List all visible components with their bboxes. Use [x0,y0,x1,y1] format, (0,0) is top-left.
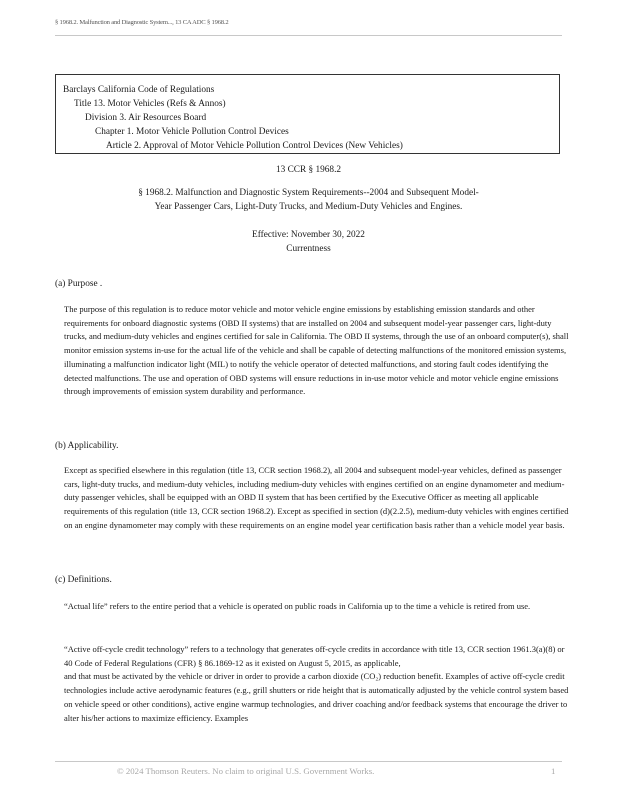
citation: 13 CCR § 1968.2 [275,165,342,175]
footer-divider [55,761,562,762]
title-link[interactable]: Title 13. Motor Vehicles (Refs & Annos) [74,99,226,109]
section-heading-line-1: § 1968.2. Malfunction and Diagnostic System Requirements--2004 and Subsequent Model- [138,188,479,198]
division-link[interactable]: Division 3. Air Resources Board [85,113,207,123]
off-cycle-text-1: “Active off-cycle credit technology” refers to a technology that generates off-cycle credits in accordance with title 13, CCR section 1961.3(a)(8) or 40 Code of Federal Regulations (CFR) § 86.1869-12 as it existed on August 5, 2015, as applicable, [64,644,565,668]
code-name: Barclays California Code of Regulations [63,85,215,95]
applicability-label: (b) Applicability. [55,441,119,451]
off-cycle-text-2: and that must be activated by the vehicle or driver in order to provide a carbon dioxide (CO₂) reduction benefit. Examples of active off-cycle credit technologies include active aerodynamic features (e.g., grill shutters or ride height that is automatically adjusted by the vehicle control system based on vehicle speed or other conditions), active engine warmup technologies, and driver coaching and/or feedback systems that encourage the driver to alter his/her actions to maximize efficiency. Examples [64,671,569,723]
header-divider [55,35,562,36]
off-cycle-definition [64,643,572,725]
actual-life-text: “Actual life” refers to the entire period that a vehicle is operated on public roads in California up to the time a vehicle is retired from use. [64,601,531,611]
page-number: 1 [551,766,556,776]
section-heading-line-2: Year Passenger Cars, Light-Duty Trucks, and Medium-Duty Vehicles and Engines. [154,202,463,212]
article-link[interactable]: Article 2. Approval of Motor Vehicle Pollution Control Devices (New Vehicles) [106,141,403,151]
chapter-link[interactable]: Chapter 1. Motor Vehicle Pollution Control Devices [95,127,289,137]
applicability-text: Except as specified elsewhere in this regulation (title 13, CCR section 1968.2), all 2004 and subsequent model-year vehicles, defined as passenger cars, light-duty trucks, and medium-duty vehicles, including medium-duty vehicles with engines certified on an engine dynamometer and medium-duty passenger vehicles, shall be equipped with an OBD II system that has been certified by the Executive Officer as meeting all applicable requirements of this regulation (title 13, CCR section 1968.2). Except as specified in section (d)(2.2.5), medium-duty vehicles with engines certified on an engine dynamometer may comply with these requirements on an engine model year certification basis rather than a vehicle model year basis. [64,465,569,530]
running-header: § 1968.2. Malfunction and Diagnostic System..., 13 CA ADC § 1968.2 [55,19,229,26]
definitions-label: (c) Definitions. [55,575,112,585]
purpose-text: The purpose of this regulation is to reduce motor vehicle and motor vehicle engine emissions by establishing emission standards and other requirements for onboard diagnostic systems (OBD II systems) that are installed on 2004 and subsequent model-year passenger cars, light-duty trucks, and medium-duty vehicles and engines certified for sale in California. The OBD II systems, through the use of an onboard computer(s), shall monitor emission systems in-use for the actual life of the vehicle and shall be capable of detecting malfunctions of the monitored emission systems, illuminating a malfunction indicator light (MIL) to notify the vehicle operator of detected malfunctions, and storing fault codes identifying the detected malfunctions. The use and operation of OBD systems will ensure reductions in in-use motor vehicle and motor vehicle engine emissions through improvements of emission system durability and performance. [64,304,569,397]
purpose-paragraph [64,303,572,399]
citation-box [55,74,560,154]
purpose-label: (a) Purpose . [55,279,103,289]
effective-date: Effective: November 30, 2022 [252,230,365,240]
section-heading [55,186,562,214]
actual-life-definition [64,600,572,614]
footer-copyright: © 2024 Thomson Reuters. No claim to original U.S. Government Works. [117,766,375,776]
currentness-link[interactable]: Currentness [286,244,331,254]
applicability-paragraph [64,464,572,533]
